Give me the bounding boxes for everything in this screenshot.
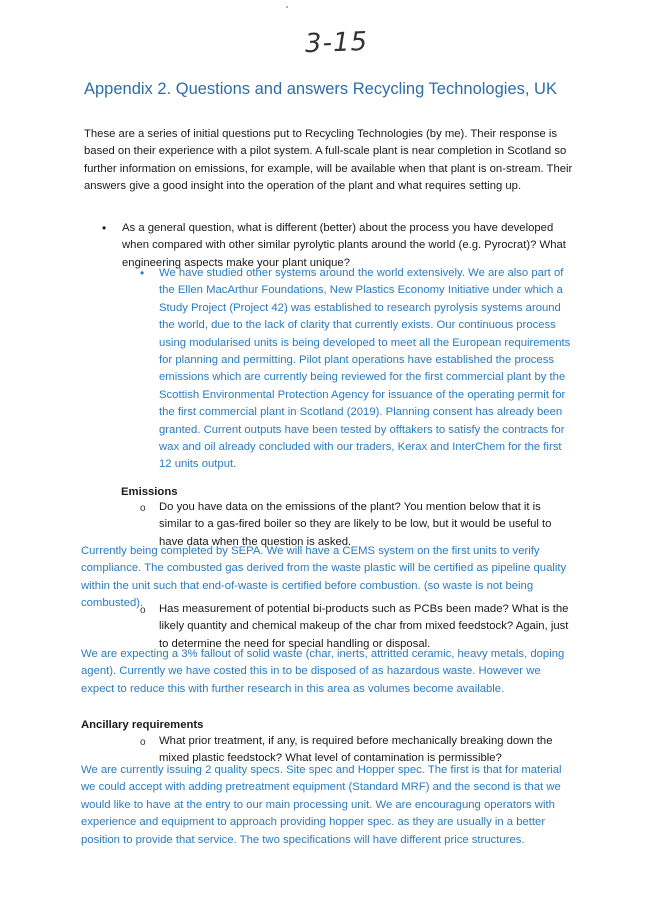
handwritten-page-label: 3-15 [304, 26, 369, 60]
circle-marker: o [140, 605, 146, 616]
bullet-marker-answer: • [140, 266, 145, 280]
question-3: Has measurement of potential bi-products such as PCBs been made? What is the likely quantity and chemical makeup of the char from mixed feedstock? Again, just to determine the need for special handling or disposal. [159, 603, 569, 650]
emissions-heading: Emissions [121, 486, 178, 498]
answer-4: We are currently issuing 2 quality specs. Site spec and Hopper spec. The first is that for material we could accept with adding pretreatment equipment (Standard MRF) and the second is that we would like to have at the entry to our main processing unit. We are encouragung operators with experience and equipment to approach providing hopper spec. as they are usually in a better position to provide that service. The two specifications will have different price structures. [81, 764, 562, 846]
answer-3: We are expecting a 3% fallout of solid waste (char, inerts, attritted ceramic, heavy metals, doping agent). Currently we have costed this in to be disposed of as hazardous waste. However we expect to reduce this with further research in this area as volumes become available. [81, 648, 565, 695]
ancillary-heading: Ancillary requirements [81, 719, 204, 731]
question-1: As a general question, what is different (better) about the process you have developed when compared with other similar pyrolytic plants around the world (e.g. Pyrocrat)? What engineering aspects make your plant unique? [122, 222, 566, 269]
question-2: Do you have data on the emissions of the plant? You mention below that it is similar to a gas-fired boiler so they are likely to be low, but it would be useful to have data when the question is asked. [159, 501, 552, 548]
circle-marker: o [140, 737, 146, 748]
bullet-marker: • [102, 221, 107, 235]
answer-1: We have studied other systems around the world extensively. We are also part of the Ellen MacArthur Foundations, New Plastics Economy Initiative under which a Study Project (Project 42) was established to research pyrolysis systems around the world, due to the lack of clarity that currently exists. Our continuous process using modularised units is being developed to meet all the European requirements for planning and permitting. Pilot plant operations have established the process emissions which are currently being reviewed for the first commercial plant by the Scottish Environmental Protection Agency for issuance of the operating permit for the first commercial plant in Scotland (2019). Planning consent has already been granted. Current outputs have been tested by offtakers to satisfy the contracts for wax and oil already concluded with our traders, Kerax and InterChem for the first 12 units output. [159, 267, 571, 471]
intro-paragraph: These are a series of initial questions put to Recycling Technologies (by me). Their response is based on their experience with a pilot system. A full-scale plant is near completion in Scotland so further information on emissions, for example, will be available when that plant is on-stream. Their answers give a good insight into the operation of the plant and what requires setting up. [84, 128, 573, 193]
circle-marker: o [140, 503, 146, 514]
answer-2: Currently being completed by SEPA. We will have a CEMS system on the first units to verify compliance. The combusted gas derived from the waste plastic will be certified as pipeline quality within the unit such that end-of-waste is certified before combustion. (so waste is not being combusted). [81, 545, 567, 610]
question-4: What prior treatment, if any, is required before mechanically breaking down the mixed plastic feedstock? What level of contamination is permissible? [159, 735, 553, 765]
scan-artifact [286, 6, 288, 8]
appendix-heading: Appendix 2. Questions and answers Recycling Technologies, UK [84, 80, 557, 98]
